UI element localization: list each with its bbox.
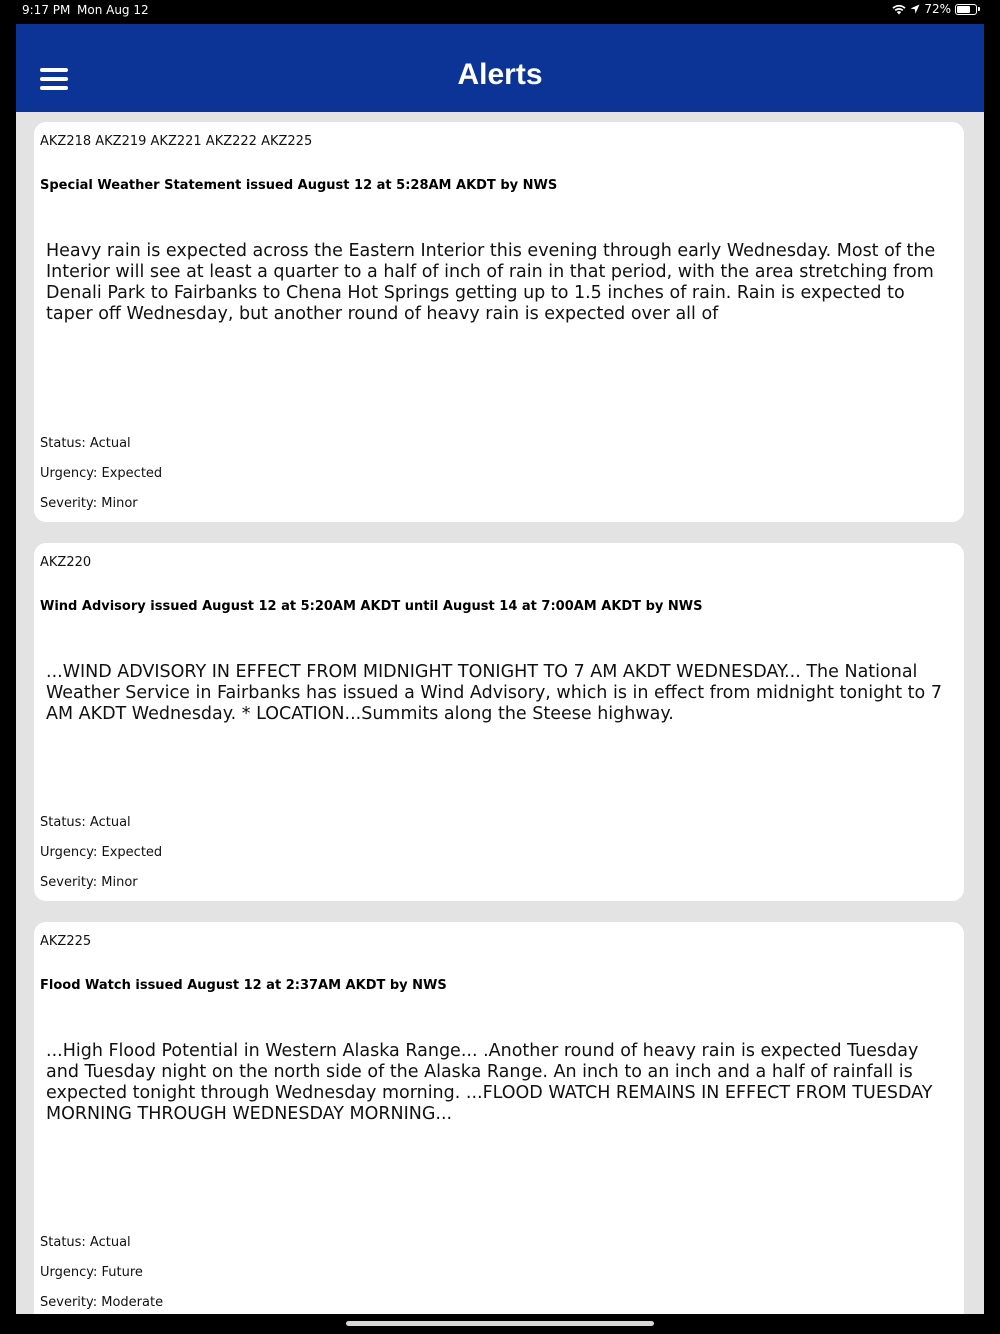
alert-zones: AKZ220 (40, 555, 92, 570)
alert-description: ...High Flood Potential in Western Alaska Range... .Another round of heavy rain is expected Tuesday and Tuesday night on the north side of the Alaska Range. An inch to an inch and a half of rainfall is expected tonight through Wednesday morning. ...FLOOD WATCH REMAINS IN EFFECT FROM TUESDAY MORNING THROUGH WEDNESDAY MORNING... (46, 1041, 933, 1124)
alert-headline: Wind Advisory issued August 12 at 5:20AM AKDT until August 14 at 7:00AM AKDT by NWS (40, 599, 703, 614)
battery-tip (978, 7, 980, 11)
status-bar (0, 0, 1000, 22)
alert-card[interactable] (34, 122, 964, 522)
status-date: Mon Aug 12 (77, 3, 149, 17)
alert-description: Heavy rain is expected across the Eastern Interior this evening through early Wednesday. Most of the Interior will see at least a quarter to a half of inch of rain in that period, with the area stretching from Denali Park to Fairbanks to Chena Hot Springs getting up to 1.5 inches of rain. Rain is expected to taper off Wednesday, but another round of heavy rain is expected over all of (46, 241, 936, 324)
status-time: 9:17 PM (22, 3, 71, 17)
alert-headline: Special Weather Statement issued August 12 at 5:28AM AKDT by NWS (40, 178, 558, 193)
page-title: Alerts (457, 58, 543, 91)
home-indicator[interactable] (346, 1321, 654, 1326)
alert-zones: AKZ225 (40, 934, 92, 949)
alert-severity: Severity: Moderate (40, 1295, 164, 1310)
alert-zones: AKZ218 AKZ219 AKZ221 AKZ222 AKZ225 (40, 134, 313, 149)
battery-percent: 72% (924, 2, 951, 16)
alert-headline: Flood Watch issued August 12 at 2:37AM AKDT by NWS (40, 978, 447, 993)
alert-card[interactable] (34, 922, 964, 1314)
battery-icon (955, 4, 977, 15)
battery-level (957, 6, 970, 13)
wifi-icon (892, 4, 906, 15)
alert-severity: Severity: Minor (40, 875, 138, 890)
alert-urgency: Urgency: Expected (40, 845, 163, 860)
alert-status: Status: Actual (40, 1235, 131, 1250)
alert-urgency: Urgency: Expected (40, 466, 163, 481)
alert-severity: Severity: Minor (40, 496, 138, 511)
alert-description: ...WIND ADVISORY IN EFFECT FROM MIDNIGHT TONIGHT TO 7 AM AKDT WEDNESDAY... The National Weather Service in Fairbanks has issued a Wind Advisory, which is in effect from midnight tonight to 7 AM AKDT Wednesday. * LOCATION...Summits along the Steese highway. (46, 662, 942, 724)
alert-status: Status: Actual (40, 815, 131, 830)
alert-urgency: Urgency: Future (40, 1265, 143, 1280)
navigation-bar (16, 24, 984, 112)
alert-card[interactable] (34, 543, 964, 901)
alert-status: Status: Actual (40, 436, 131, 451)
app-window (16, 24, 984, 1314)
status-indicators (892, 2, 980, 16)
location-arrow-icon (910, 4, 920, 14)
